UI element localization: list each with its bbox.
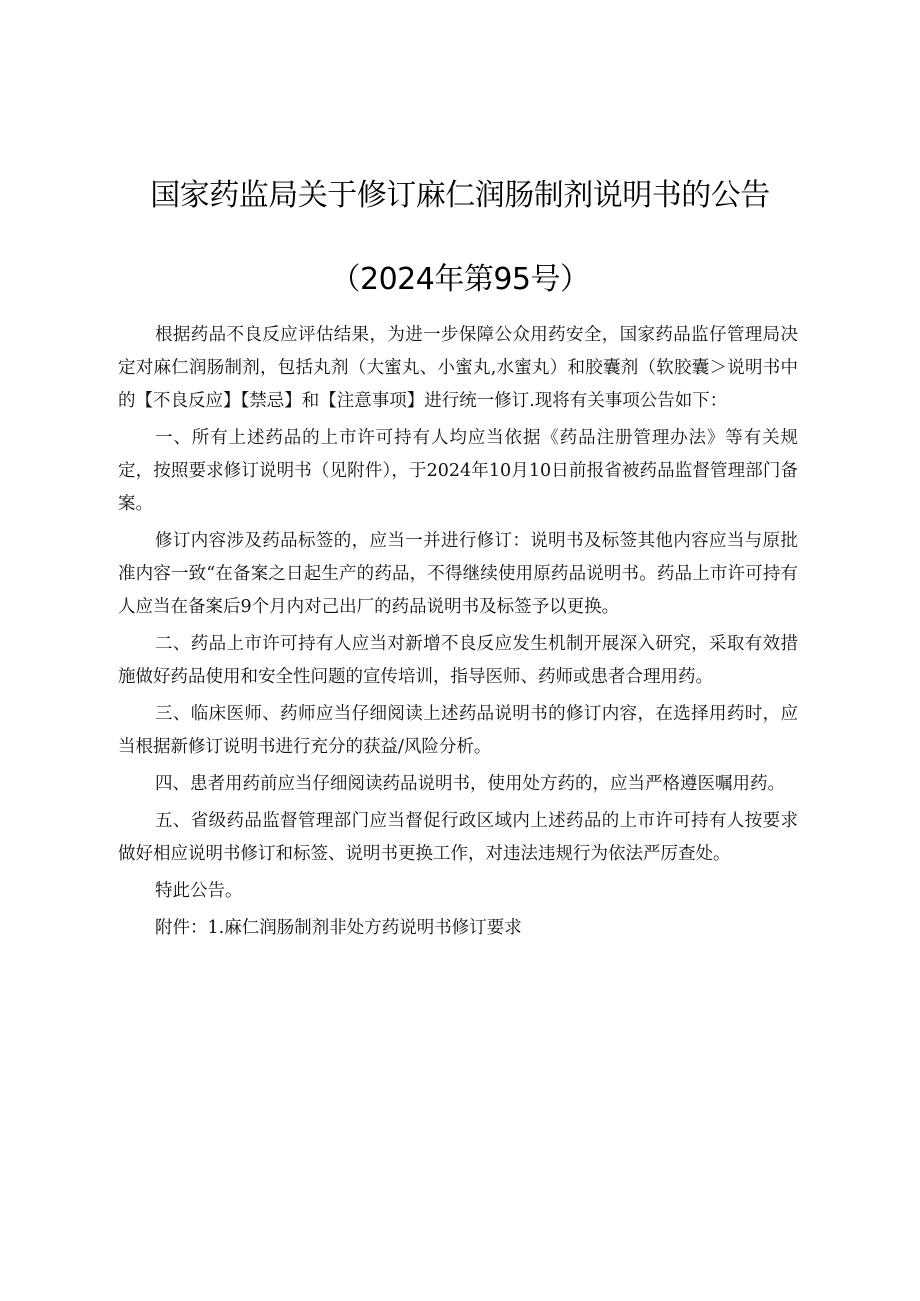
document-title: 国家药监局关于修订麻仁润肠制剂说明书的公告: [150, 178, 770, 213]
paragraph-item-5: 五、省级药品监督管理部门应当督促行政区域内上述药品的上市许可持有人按要求做好相应说明书修订和标签、说明书更换工作，对违法违规行为依法严厉查处。: [118, 811, 798, 864]
paragraph-item-1-labels: 修订内容涉及药品标签的，应当一并进行修订：说明书及标签其他内容应当与原批准内容一致“在备案之日起生产的药品，不得继续使用原药品说明书。药品上市许可持有人应当在备案后9个月内对己出厂的药品说明书及标签予以更换。: [118, 531, 798, 617]
paragraph-item-4: 四、患者用药前应当仔细阅读药品说明书，使用处方药的，应当严格遵医嘱用药。: [155, 774, 785, 794]
paragraph-item-2: 二、药品上市许可持有人应当对新增不良反应发生机制开展深入研究，采取有效措施做好药品使用和安全性问题的宣传培训，指导医师、药师或患者合理用药。: [118, 634, 798, 687]
document-body: [118, 319, 798, 949]
document-number: （2024年第95号）: [330, 262, 590, 297]
paragraph-attachment: 附件：1.麻仁润肠制剂非处方药说明书修订要求: [155, 918, 522, 938]
paragraph-item-1: 一、所有上述药品的上市许可持有人均应当依据《药品注册管理办法》等有关规定，按照要求修订说明书（见附件），于2024年10月10日前报省被药品监督管理部门备案。: [118, 428, 798, 514]
paragraph-intro: 根据药品不良反应评估结果，为进一步保障公众用药安全，国家药品监仔管理局决定对麻仁润肠制剂，包括丸剂（大蜜丸、小蜜丸,水蜜丸）和胶囊剂（软胶囊＞说明书中的【不良反应】【禁忌】和【注意事项】进行统一修订.现将有关事项公告如下：: [118, 325, 798, 411]
paragraph-closing: 特此公告。: [155, 881, 243, 901]
paragraph-item-3: 三、临床医师、药师应当仔细阅读上述药品说明书的修订内容，在选择用药时，应当根据新修订说明书进行充分的获益/风险分析。: [118, 704, 798, 757]
